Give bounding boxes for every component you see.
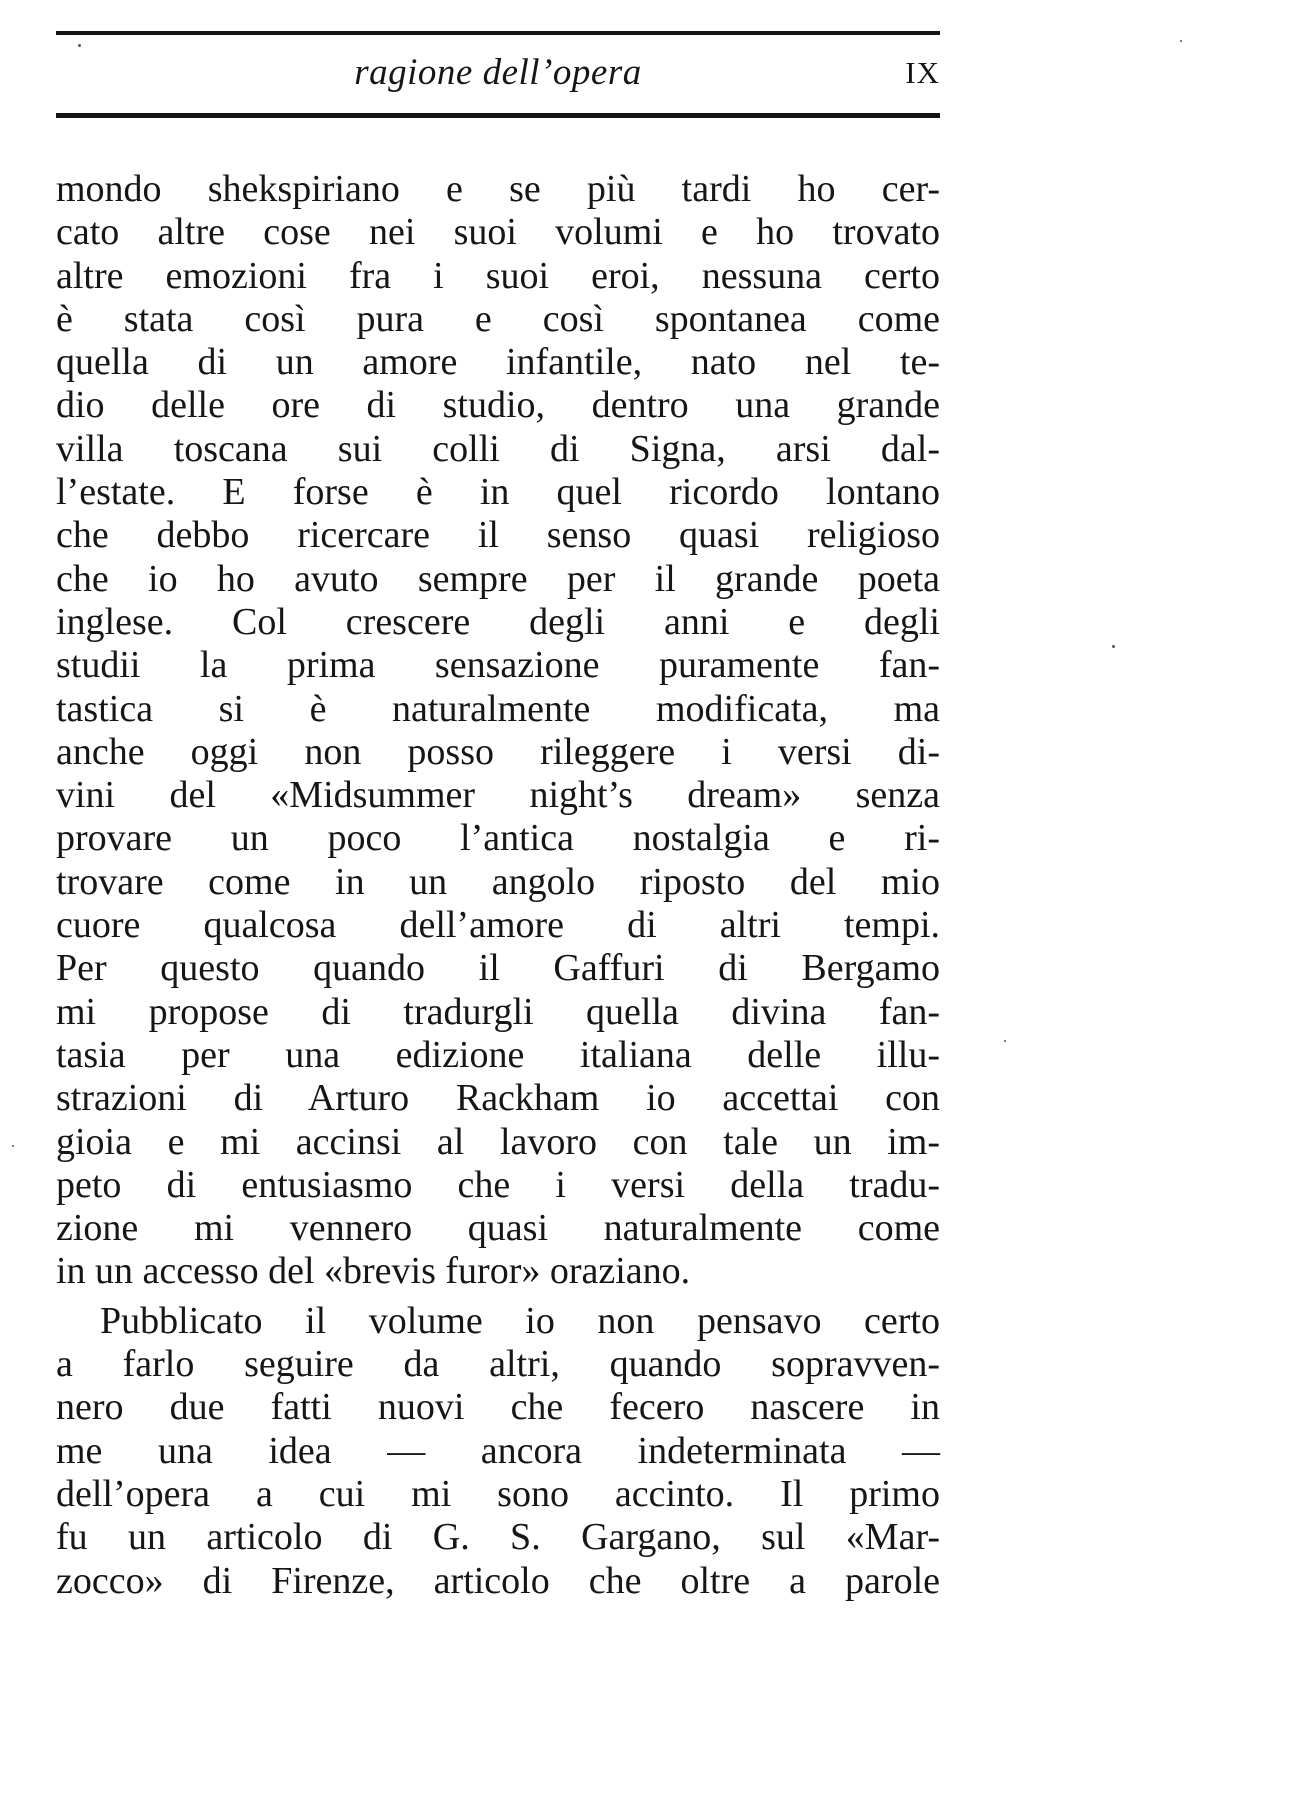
- text-line: dell’opera a cui mi sono accinto. Il primo: [56, 1472, 940, 1515]
- text-line: peto di entusiasmo che i versi della tradu-: [56, 1163, 940, 1206]
- text-line: a farlo seguire da altri, quando sopravven-: [56, 1343, 940, 1386]
- text-line: nero due fatti nuovi che fecero nascere in: [56, 1386, 940, 1429]
- paper-speck: [12, 1145, 14, 1147]
- text-line: fu un articolo di G. S. Gargano, sul «Mar-: [56, 1516, 940, 1559]
- text-line: anche oggi non posso rileggere i versi di-: [56, 730, 940, 773]
- paper-speck: [1004, 1040, 1006, 1042]
- text-line: tasia per una edizione italiana delle illu-: [56, 1033, 940, 1076]
- text-line: è stata così pura e così spontanea come: [56, 297, 940, 340]
- running-title: ragione dell’opera: [354, 52, 642, 93]
- text-line: trovare come in un angolo riposto del mio: [56, 860, 940, 903]
- text-line: vini del «Midsummer night’s dream» senza: [56, 774, 940, 817]
- text-line: cuore qualcosa dell’amore di altri tempi.: [56, 904, 940, 947]
- paragraph-start-line: Pubblicato il volume io non pensavo certo: [100, 1299, 940, 1342]
- text-line: cato altre cose nei suoi volumi e ho trovato: [56, 211, 940, 254]
- page-number: IX: [905, 55, 940, 90]
- running-header: [56, 48, 940, 98]
- text-line: altre emozioni fra i suoi eroi, nessuna certo: [56, 254, 940, 297]
- text-line: zocco» di Firenze, articolo che oltre a parole: [56, 1559, 940, 1602]
- text-line: gioia e mi accinsi al lavoro con tale un im-: [56, 1120, 940, 1163]
- paper-speck: [1112, 645, 1115, 648]
- header-bottom-rule: [56, 113, 940, 118]
- text-line: dio delle ore di studio, dentro una grande: [56, 384, 940, 427]
- text-line: mondo shekspiriano e se più tardi ho cer-: [56, 168, 940, 210]
- text-line: Per questo quando il Gaffuri di Bergamo: [56, 947, 940, 990]
- text-line: tastica si è naturalmente modificata, ma: [56, 687, 940, 730]
- text-line: che io ho avuto sempre per il grande poeta: [56, 557, 940, 600]
- body-text: [56, 168, 940, 1603]
- text-line: mi propose di tradurgli quella divina fan-: [56, 990, 940, 1033]
- text-line: inglese. Col crescere degli anni e degli: [56, 600, 940, 643]
- text-line: studii la prima sensazione puramente fan-: [56, 644, 940, 687]
- text-line: villa toscana sui colli di Signa, arsi dal-: [56, 427, 940, 470]
- paper-speck: [1180, 40, 1182, 42]
- text-line: strazioni di Arturo Rackham io accettai con: [56, 1077, 940, 1120]
- text-line: provare un poco l’antica nostalgia e ri-: [56, 817, 940, 860]
- text-line: quella di un amore infantile, nato nel te-: [56, 341, 940, 384]
- text-line: che debbo ricercare il senso quasi religioso: [56, 514, 940, 557]
- header-top-rule: [56, 31, 940, 35]
- text-line: me una idea — ancora indeterminata —: [56, 1429, 940, 1472]
- text-line: l’estate. E forse è in quel ricordo lontano: [56, 471, 940, 514]
- paper-speck: [78, 44, 81, 47]
- paragraph-end-line: in un accesso del «brevis furor» oraziano.: [56, 1250, 691, 1293]
- text-line: zione mi vennero quasi naturalmente come: [56, 1207, 940, 1250]
